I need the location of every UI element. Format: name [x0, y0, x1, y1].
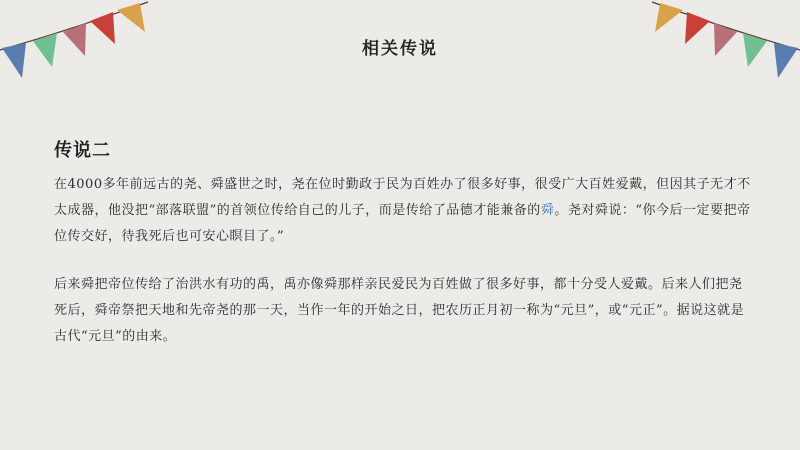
paragraph-1	[54, 172, 754, 250]
slide-title: 相关传说	[362, 39, 438, 59]
paragraph-2: 后来舜把帝位传给了治洪水有功的禹，禹亦像舜那样亲民爱民为百姓做了很多好事，都十分受人爱戴。后来人们把尧死后，舜帝祭把天地和先帝尧的那一天，当作一年的开始之日，把农历正月初一称为“元旦”，或“元正”。据说这就是古代“元旦”的由来。	[54, 277, 745, 344]
paragraph-1-text-after: 。尧对舜说：“你今后一定要把帝位传交好，待我死后也可安心瞑目了。”	[54, 203, 751, 244]
section-heading: 传说二	[54, 140, 111, 161]
flag-gold	[117, 3, 145, 32]
paragraph-1-text-before: 在4000多年前远古的尧、舜盛世之时，尧在位时勤政于民为百姓办了很多好事，很受广大百姓爱戴，但因其子无才不太成器，他没把“部落联盟”的首领位传给自己的儿子，而是传给了品德才能兼备的	[54, 177, 751, 218]
flag-gold	[655, 3, 683, 32]
highlight-shun: 舜	[540, 203, 555, 218]
